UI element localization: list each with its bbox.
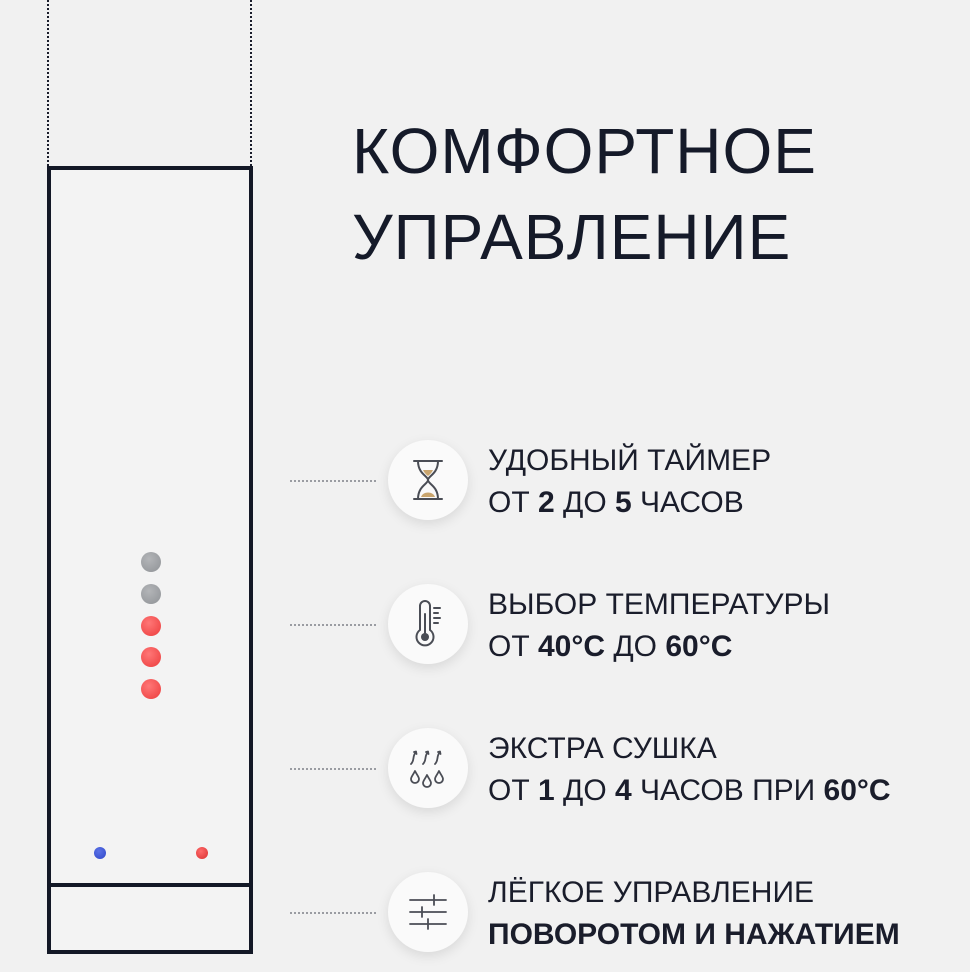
feature-line-2 — [488, 626, 830, 668]
dotted-connector — [290, 480, 376, 482]
dotted-connector — [290, 912, 376, 914]
indicator-led-1 — [141, 552, 161, 572]
feature-text-segment: ЧАСОВ — [631, 486, 744, 519]
dotted-connector — [290, 768, 376, 770]
title-line-2: УПРАВЛЕНИЕ — [352, 201, 792, 273]
feature-text — [488, 872, 900, 956]
feature-text — [488, 728, 891, 812]
dryer-device — [47, 166, 253, 954]
feature-value-bold: 60°C — [665, 630, 733, 663]
feature-line-1: ЛЁГКОЕ УПРАВЛЕНИЕ — [488, 876, 815, 909]
icon-badge — [388, 440, 468, 520]
page-title — [352, 108, 817, 280]
feature-value-bold: 1 — [538, 774, 555, 807]
status-led-blue — [94, 847, 106, 859]
indicator-led-5 — [141, 679, 161, 699]
feature-text-segment: ОТ — [488, 774, 538, 807]
feature-value-bold: 40°C — [538, 630, 606, 663]
icon-badge — [388, 728, 468, 808]
drying-icon — [406, 746, 450, 790]
indicator-led-2 — [141, 584, 161, 604]
feature-line-1: ЭКСТРА СУШКА — [488, 732, 717, 765]
device-control-strip[interactable] — [51, 883, 249, 887]
status-led-red — [196, 847, 208, 859]
feature-text — [488, 440, 771, 524]
dotted-guide-left — [47, 0, 49, 166]
feature-text-segment: ОТ — [488, 630, 538, 663]
feature-timer — [290, 440, 970, 540]
feature-value-bold: 4 — [615, 774, 632, 807]
feature-text — [488, 584, 830, 668]
icon-badge — [388, 872, 468, 952]
feature-line-2 — [488, 482, 771, 524]
feature-line-1: ВЫБОР ТЕМПЕРАТУРЫ — [488, 588, 831, 621]
dotted-connector — [290, 624, 376, 626]
feature-line-2 — [488, 914, 900, 956]
feature-text-segment: ДО — [554, 774, 616, 807]
feature-line-2 — [488, 770, 891, 812]
feature-value-bold: ПОВОРОТОМ И НАЖАТИЕМ — [488, 918, 900, 951]
feature-value-bold: 5 — [615, 486, 632, 519]
icon-badge — [388, 584, 468, 664]
feature-value-bold: 60°C — [823, 774, 891, 807]
feature-text-segment: ДО — [605, 630, 666, 663]
feature-text-segment: ЧАСОВ ПРИ — [631, 774, 824, 807]
indicator-led-4 — [141, 647, 161, 667]
feature-line-1: УДОБНЫЙ ТАЙМЕР — [488, 444, 772, 477]
hourglass-icon — [410, 458, 446, 502]
feature-text-segment: ДО — [554, 486, 616, 519]
feature-text-segment: ОТ — [488, 486, 538, 519]
indicator-led-3 — [141, 616, 161, 636]
feature-value-bold: 2 — [538, 486, 555, 519]
title-line-1: КОМФОРТНОЕ — [352, 115, 817, 187]
thermometer-icon — [410, 600, 446, 648]
feature-temperature — [290, 584, 970, 684]
feature-easy-control — [290, 872, 970, 972]
feature-extra-drying — [290, 728, 970, 828]
sliders-icon — [406, 892, 450, 932]
dotted-guide-right — [250, 0, 252, 166]
